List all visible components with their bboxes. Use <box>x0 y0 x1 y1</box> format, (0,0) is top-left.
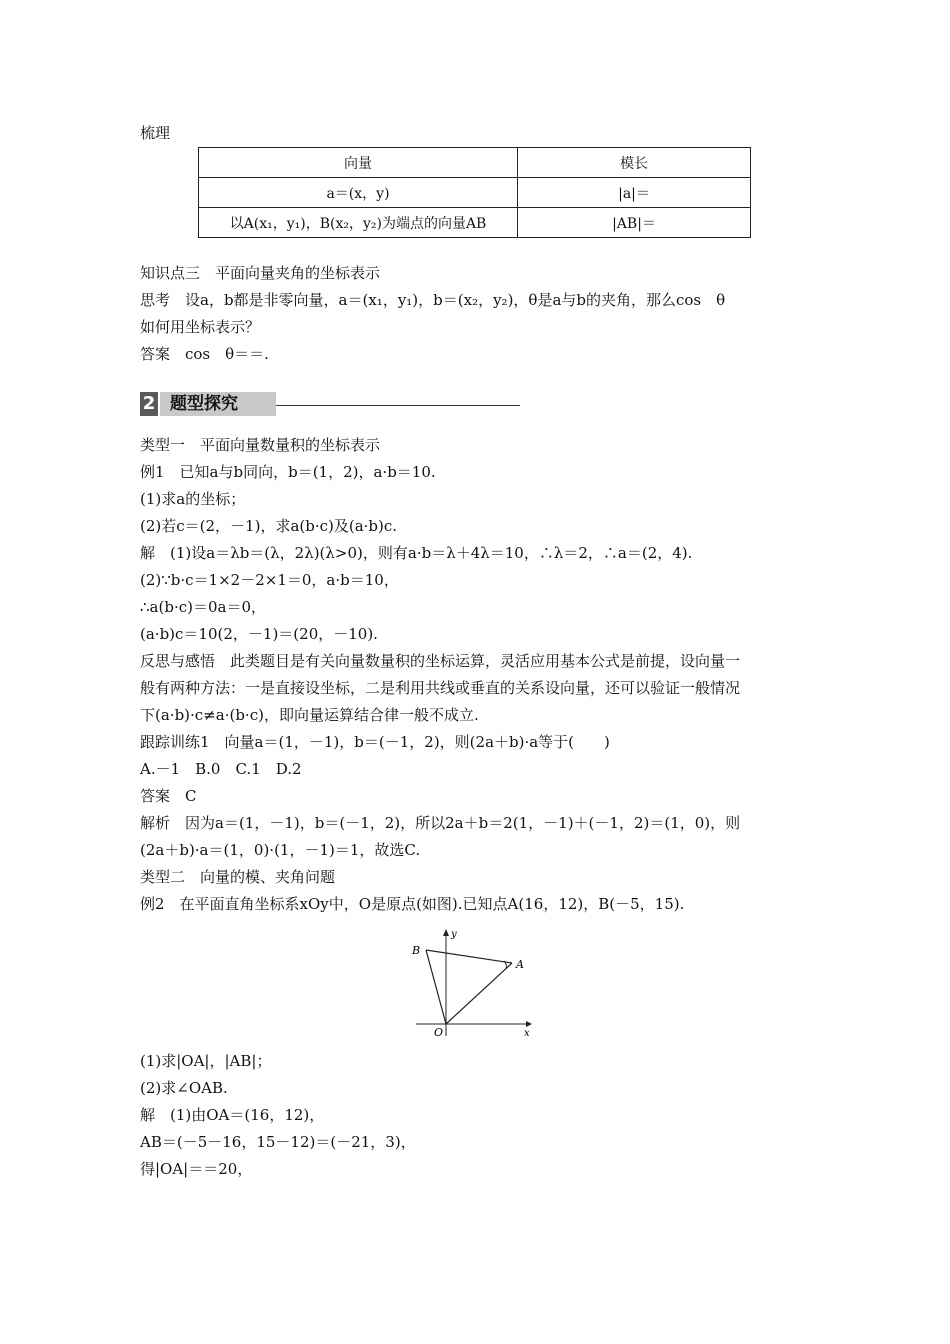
page-content <box>140 120 812 1183</box>
think-line: 如何用坐标表示？ <box>140 318 261 336</box>
text-line: 类型二 向量的模、夹角问题 <box>140 868 336 886</box>
segment-ab <box>426 950 512 963</box>
label-x: x <box>524 1028 530 1039</box>
text-line: (2a＋b)·a＝(1，0)·(1，－1)＝1，故选C. <box>140 841 421 859</box>
text-line: 类型一 平面向量数量积的坐标表示 <box>140 436 381 454</box>
table-header-cell: 模长 <box>518 148 751 178</box>
text-line: 得|OA|＝＝20， <box>140 1160 253 1178</box>
text-line: (1)求a的坐标； <box>140 490 246 508</box>
text-line: 下(a·b)·c≠a·(b·c)，即向量运算结合律一般不成立. <box>140 706 479 724</box>
body-text <box>140 432 812 918</box>
text-line: 解析 因为a＝(1，－1)，b＝(－1，2)，所以2a＋b＝2(1，－1)＋(－1，2)＝(1，0)，则 <box>140 814 741 832</box>
segment-ob <box>426 950 446 1024</box>
knowledge-title: 知识点三 平面向量夹角的坐标表示 <box>140 264 381 282</box>
y-axis-arrow-icon <box>443 929 449 936</box>
table-cell: a＝(x，y) <box>199 178 518 208</box>
coordinate-figure <box>140 924 812 1044</box>
sort-label: 梳理 <box>140 124 171 142</box>
coordinate-diagram <box>408 924 538 1042</box>
think-line: 思考 设a，b都是非零向量，a＝(x₁，y₁)，b＝(x₂，y₂)，θ是a与b的夹角，那么cos θ <box>140 291 726 309</box>
section-header <box>140 390 812 418</box>
text-line: 反思与感悟 此类题目是有关向量数量积的坐标运算，灵活应用基本公式是前提，设向量一 <box>140 652 741 670</box>
text-line: (2)若c＝(2，－1)，求a(b·c)及(a·b)c. <box>140 517 398 535</box>
text-line: 解 (1)由OA＝(16，12)， <box>140 1106 325 1124</box>
text-line: A.－1 B.0 C.1 D.2 <box>140 760 302 778</box>
table-cell: 以A(x₁，y₁)，B(x₂，y₂)为端点的向量AB <box>199 208 518 238</box>
text-line: 跟踪训练1 向量a＝(1，－1)，b＝(－1，2)，则(2a＋b)·a等于( ) <box>140 733 610 751</box>
text-line: 般有两种方法：一是直接设坐标，二是利用共线或垂直的关系设向量，还可以验证一般情况 <box>140 679 741 697</box>
text-line: AB＝(－5－16，15－12)＝(－21，3)， <box>140 1133 416 1151</box>
text-line: (1)求|OA|，|AB|； <box>140 1052 272 1070</box>
section-rule <box>276 405 520 406</box>
table-row <box>199 178 751 208</box>
text-line: 答案 C <box>140 787 197 805</box>
text-line: 解 (1)设a＝λb＝(λ，2λ)(λ>0)，则有a·b＝λ＋4λ＝10，∴λ＝2，∴a＝(2，4). <box>140 544 693 562</box>
text-line: (a·b)c＝10(2，－1)＝(20，－10). <box>140 625 378 643</box>
text-line: 例2 在平面直角坐标系xOy中，O是原点(如图).已知点A(16，12)，B(－5，15). <box>140 895 685 913</box>
vector-magnitude-table <box>198 147 751 238</box>
label-b: B <box>412 944 421 957</box>
table-cell: |AB|＝ <box>518 208 751 238</box>
text-line: 例1 已知a与b同向，b＝(1，2)，a·b＝10. <box>140 463 436 481</box>
section-title: 题型探究 <box>160 392 276 416</box>
table-cell: |a|＝ <box>518 178 751 208</box>
x-axis-arrow-icon <box>526 1021 532 1027</box>
segment-oa <box>446 963 512 1024</box>
section-number: 2 <box>140 392 158 416</box>
text-line: ∴a(b·c)＝0a＝0， <box>140 598 266 616</box>
label-a: A <box>516 958 524 971</box>
label-y: y <box>451 929 457 940</box>
text-line: (2)求∠OAB. <box>140 1079 228 1097</box>
text-line: (2)∵b·c＝1×2－2×1＝0，a·b＝10， <box>140 571 399 589</box>
table-header-cell: 向量 <box>199 148 518 178</box>
table-header-row <box>199 148 751 178</box>
table-row <box>199 208 751 238</box>
tail-text <box>140 1048 812 1183</box>
answer-line: 答案 cos θ＝＝. <box>140 345 269 363</box>
label-o: O <box>434 1026 444 1039</box>
